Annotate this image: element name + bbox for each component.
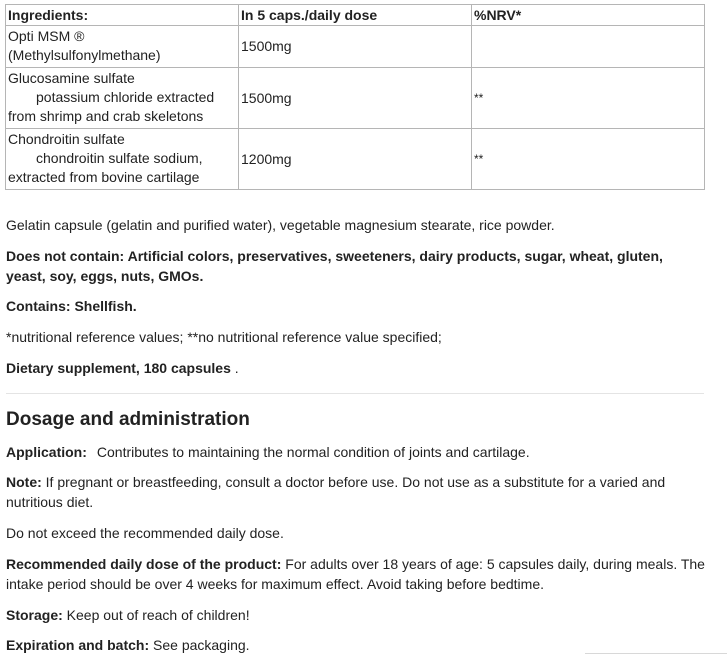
does-not-contain-label: Does not contain: bbox=[6, 248, 125, 264]
other-ingredients: Gelatin capsule (gelatin and purified water), vegetable magnesium stearate, rice powder. bbox=[6, 217, 555, 233]
header-dose: In 5 caps./daily dose bbox=[239, 5, 472, 26]
recommended-label: Recommended daily dose of the product: bbox=[6, 556, 282, 572]
table-row bbox=[6, 68, 705, 129]
table-header-row bbox=[6, 5, 705, 26]
ingredient-line: (Methylsulfonylmethane) bbox=[8, 47, 161, 63]
application bbox=[6, 442, 706, 462]
dosage-heading: Dosage and administration bbox=[6, 409, 250, 430]
recommended-dose bbox=[6, 554, 706, 594]
section-divider bbox=[6, 393, 704, 394]
storage-text: Keep out of reach of children! bbox=[62, 607, 250, 623]
ingredient-name bbox=[6, 129, 239, 190]
ingredient-nrv bbox=[472, 26, 705, 68]
do-not-exceed: Do not exceed the recommended daily dose. bbox=[6, 525, 284, 541]
ingredient-line: chondroitin sulfate sodium, bbox=[36, 150, 203, 166]
does-not-contain bbox=[6, 246, 706, 286]
ingredient-nrv: ** bbox=[472, 129, 705, 190]
contains-text: Contains: Shellfish. bbox=[6, 298, 137, 314]
ingredient-line: potassium chloride extracted bbox=[36, 89, 215, 105]
ingredients-table bbox=[5, 4, 705, 190]
footnote: *nutritional reference values; **no nutritional reference value specified; bbox=[6, 329, 442, 345]
corner-divider bbox=[585, 653, 727, 654]
expiration-label: Expiration and batch: bbox=[6, 637, 150, 653]
ingredient-line: Opti MSM ® bbox=[8, 28, 85, 44]
ingredient-line: extracted from bovine cartilage bbox=[8, 169, 200, 185]
ingredient-line: from shrimp and crab skeletons bbox=[8, 108, 204, 124]
supplement-info bbox=[6, 358, 706, 378]
header-nrv: %NRV* bbox=[472, 5, 705, 26]
note-label: Note: bbox=[6, 474, 42, 490]
storage bbox=[6, 605, 706, 625]
application-label: Application: bbox=[6, 444, 87, 460]
application-text: Contributes to maintaining the normal condition of joints and cartilage. bbox=[96, 444, 530, 460]
note bbox=[6, 472, 706, 512]
recommended-text: For adults over 18 years of age: 5 capsules daily, during meals. The intake period should be over 4 weeks for maximum effect. Avoid taking before bedtime. bbox=[6, 556, 705, 592]
header-ingredients: Ingredients: bbox=[6, 5, 239, 26]
ingredient-name bbox=[6, 68, 239, 129]
ingredient-line: Chondroitin sulfate bbox=[8, 131, 125, 147]
contains bbox=[6, 296, 706, 316]
note-text: If pregnant or breastfeeding, consult a doctor before use. Do not use as a substitute for a varied and nutritious diet. bbox=[6, 474, 666, 510]
expiration-text: See packaging. bbox=[149, 637, 250, 653]
table-row bbox=[6, 129, 705, 190]
supplement-label: Dietary supplement, 180 capsules bbox=[6, 360, 231, 376]
ingredient-dose: 1500mg bbox=[239, 26, 472, 68]
supplement-suffix: . bbox=[230, 360, 239, 376]
storage-label: Storage: bbox=[6, 607, 63, 623]
ingredient-nrv: ** bbox=[472, 68, 705, 129]
ingredient-name bbox=[6, 26, 239, 68]
expiration bbox=[6, 635, 706, 655]
table-row bbox=[6, 26, 705, 68]
ingredient-dose: 1500mg bbox=[239, 68, 472, 129]
does-not-contain-text: Artificial colors, preservatives, sweeteners, dairy products, sugar, wheat, gluten, yeast, soy, eggs, nuts, GMOs. bbox=[6, 248, 663, 284]
ingredient-line: Glucosamine sulfate bbox=[8, 70, 135, 86]
ingredient-dose: 1200mg bbox=[239, 129, 472, 190]
